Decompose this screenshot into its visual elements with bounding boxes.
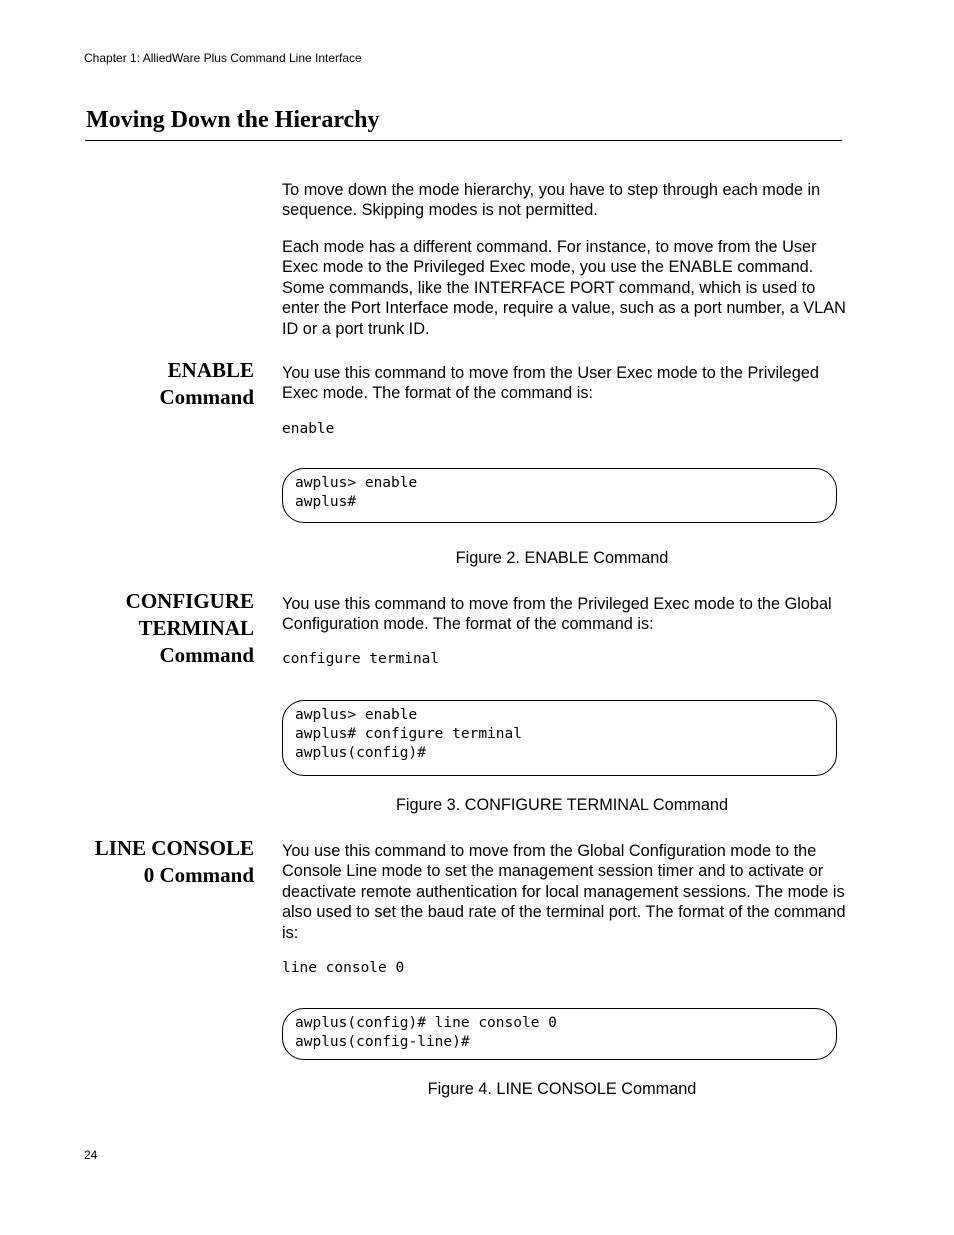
page-title: Moving Down the Hierarchy <box>86 107 380 133</box>
configure-heading <box>60 588 254 669</box>
enable-description: You use this command to move from the User Exec mode to the Privileged Exec mode. The format of the command is: <box>282 364 819 403</box>
configure-description: You use this command to move from the Privileged Exec mode to the Global Configuration mode. The format of the command is: <box>282 595 832 634</box>
configure-syntax: configure terminal <box>282 651 440 667</box>
intro-paragraph-2: Each mode has a different command. For instance, to move from the User Exec mode to the Privileged Exec mode, you use the ENABLE command. Some commands, like the INTERFACE PORT command, which is used to enter the Port Interface mode, require a value, such as a port number, a VLAN ID or a port trunk ID. <box>282 238 846 338</box>
lineconsole-example-line-1: awplus(config)# line console 0 <box>295 1015 557 1031</box>
intro-paragraph-1: To move down the mode hierarchy, you have to step through each mode in sequence. Skipping modes is not permitted. <box>282 181 821 220</box>
configure-heading-line-2: TERMINAL <box>138 616 254 640</box>
title-rule <box>85 140 842 141</box>
enable-example-line-1: awplus> enable <box>295 475 418 491</box>
lineconsole-example-line-2: awplus(config-line)# <box>295 1034 470 1051</box>
enable-heading-line-2: Command <box>159 385 254 409</box>
enable-example-line-2: awplus# <box>295 494 357 511</box>
configure-example-box <box>282 700 837 776</box>
configure-example-line-3: awplus(config)# <box>295 745 426 762</box>
configure-heading-line-1: CONFIGURE <box>125 589 254 613</box>
configure-example-line-1: awplus> enable <box>295 707 418 723</box>
page-number: 24 <box>84 1148 98 1162</box>
lineconsole-example-box <box>282 1008 837 1060</box>
enable-heading-line-1: ENABLE <box>167 358 254 382</box>
lineconsole-figure-caption: Figure 4. LINE CONSOLE Command <box>427 1080 697 1098</box>
lineconsole-heading <box>60 835 254 889</box>
configure-figure-caption: Figure 3. CONFIGURE TERMINAL Command <box>395 796 729 814</box>
lineconsole-description: You use this command to move from the Global Configuration mode to the Console Line mode to set the management session timer and to activate or deactivate remote authentication for local management sessions. The mode is also used to set the baud rate of the terminal port. The format of the command is: <box>282 842 846 942</box>
enable-syntax: enable <box>282 421 335 437</box>
enable-figure-caption: Figure 2. ENABLE Command <box>455 549 669 567</box>
running-header: Chapter 1: AlliedWare Plus Command Line Interface <box>84 51 362 65</box>
enable-example-box <box>282 468 837 523</box>
lineconsole-syntax: line console 0 <box>282 960 405 976</box>
configure-example-line-2: awplus# configure terminal <box>295 726 522 743</box>
lineconsole-heading-line-1: LINE CONSOLE <box>94 836 254 860</box>
lineconsole-heading-line-2: 0 Command <box>143 863 254 887</box>
enable-heading <box>60 357 254 411</box>
configure-heading-line-3: Command <box>159 643 254 667</box>
